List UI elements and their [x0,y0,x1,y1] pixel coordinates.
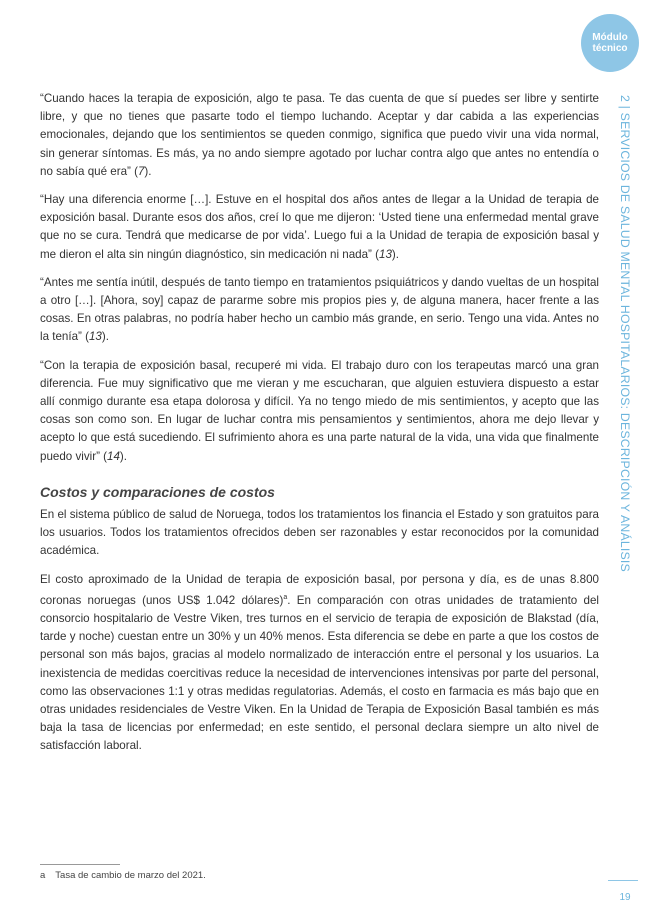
body-paragraph: En el sistema público de salud de Noruega, todos los tratamientos los financia el Estado y son gratuitos para los usuarios. Todos los tratamientos ofrecidos deben ser razonables y estar reconocidos por la comunidad académica. [40,508,599,558]
citation-ref: 7 [137,164,145,178]
quote-paragraph: “Cuando haces la terapia de exposición, algo te pasa. Te das cuenta de que sí puedes ser libre y sentirte libre, y que no tienes que pasarte todo el tiempo luchando. Aceptar y dar cabida a las experiencias emocionales, dejando que los sentimientos se queden conmigo, significa que puedo vivir una vida normal, sin generar síntomas. Es más, ya no ando siempre agotado por luchar contra algo que antes no entendía o no sabía qué era” (7). [40,92,599,178]
footnote [40,870,206,881]
footnote-text: Tasa de cambio de marzo del 2021. [55,870,206,881]
footnote-mark: a [40,870,46,881]
badge-line-2: técnico [592,43,628,54]
citation-ref: 13 [379,247,392,261]
footnote-divider [40,864,120,865]
citation-ref: 13 [88,330,102,344]
quote-paragraph: “Hay una diferencia enorme […]. Estuve en el hospital dos años antes de llegar a la Unidad de terapia de exposición basal. Durante esos dos años, creí lo que me dijeron: ‘Usted tiene una enfermedad mental grave que no se cura. Tendrá que medicarse de por vida’. Luego fui a la Unidad de terapia de exposición basal y me dieron el alta sin ningún diagnóstico, sin medicación ni nada” (13). [40,193,599,261]
citation-ref: 14 [107,449,120,463]
badge-line-1: Módulo [592,32,628,43]
chapter-side-title: 2 | SERVICIOS DE SALUD MENTAL HOSPITALARIOS: DESCRIPCIÓN Y ANÁLISIS [618,95,632,572]
body-paragraph: El costo aproximado de la Unidad de terapia de exposición basal, por persona y día, es de unas 8.800 coronas noruegas (unos US$ 1.042 dólares)$^a$. En comparación con otras unidades de tratamiento del consorcio hospitalario de Vestre Viken, tres turnos en el servicio de terapia de exposición de Blakstad (día, tarde y noche) cuestan entre un 30% y un 40% menos. Esta diferencia se debe en parte a que los costos de personal son más bajos, gracias al modelo normalizado de interacción entre el personal y los usuarios. La inexistencia de medidas coercitivas reduce la necesidad de intervenciones intensivas por parte del personal, como las observaciones 1:1 y otras medidas regulatorias. Además, el costo en farmacia es más bajo que en otras unidades residenciales de Vestre Viken. En la Unidad de Terapia de Exposición Basal también es más baja la tasa de licencias por enfermedad; en este sentido, el personal declara siempre un alto nivel de satisfacción laboral. [40,572,599,753]
quote-paragraph: “Antes me sentía inútil, después de tanto tiempo en tratamientos psiquiátricos y dando vueltas de un hospital a otro […]. [Ahora, soy] capaz de pararme sobre mis propios pies y, de alguna manera, hacer frente a las cosas. En otras palabras, no podría haber hecho un cambio más grande, en serio. Tengo una vida. Antes no la tenía” (13). [40,275,599,344]
page-number-divider [608,880,638,881]
page-number: 19 [619,892,631,903]
main-content [40,90,599,766]
module-badge [581,14,639,72]
section-heading: Costos y comparaciones de costos [40,483,275,500]
quote-paragraph: “Con la terapia de exposición basal, recuperé mi vida. El trabajo duro con los terapeutas marcó una gran diferencia. Fue muy significativo que me vieran y me escucharan, que alguien estuviera dispuesto a estar allí conmigo durante esa etapa dolorosa y difícil. Ya no tengo miedo de mis sentimientos, y acepto que las cosas son como son. En lugar de luchar contra mis pensamientos y sentimientos, ahora me dejo llevar y acepto lo que está sucediendo. El sufrimiento ahora es una parte natural de la vida, una vida que finalmente puedo vivir” (14). [40,358,599,463]
footnote-ref: a [283,593,288,601]
